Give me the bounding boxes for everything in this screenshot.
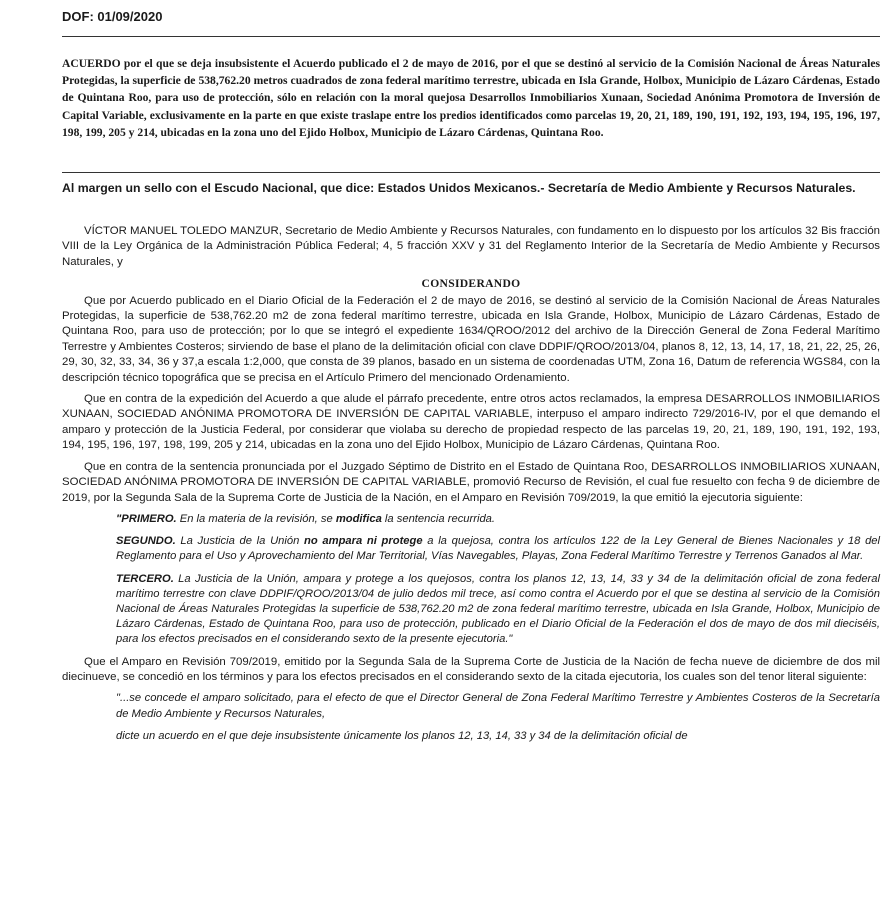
resolutivo-tercero: [62, 572, 880, 648]
document-body: [62, 224, 880, 744]
primero-bold: modifica: [335, 512, 382, 525]
primero-label: "PRIMERO.: [116, 512, 177, 525]
margin-note: Al margen un sello con el Escudo Nacional, que dice: Estados Unidos Mexicanos.- Secretaría de Medio Ambiente y Recursos Naturales.: [62, 181, 856, 195]
quote-efectos: "...se concede el amparo solicitado, para el efecto de que el Director General de Zona Federal Marítimo Terrestre y Ambientes Costeros de la Secretaría de Medio Ambiente y Recursos Naturales,: [116, 692, 880, 720]
considerando-heading: CONSIDERANDO: [421, 277, 521, 291]
quote-continuation: dicte un acuerdo en el que deje insubsistente únicamente los planos 12, 13, 14, 33 y 34 de la delimitación oficial de: [116, 729, 688, 742]
primero-text-b: la sentencia recurrida.: [381, 512, 496, 525]
resolutivo-primero: [62, 512, 880, 527]
resolutivo-segundo: [62, 534, 880, 564]
paragraph-2: Que en contra de la expedición del Acuerdo a que alude el párrafo precedente, entre otros actos reclamados, la empresa DESARROLLOS INMOBILIARIOS XUNAAN, SOCIEDAD ANÓNIMA PROMOTORA DE INVERSIÓN DE CAPITAL VARIABLE, interpuso el amparo indirecto 729/2016-IV, por el que demando el amparo y protección de la Justicia Federal, por considerar que violaba su derecho de propiedad respecto de las parcelas 19, 20, 21, 189, 190, 191, 192, 193, 194, 195, 196, 197, 198, 199, 205 y 214, ubicadas en la zona uno del Ejido Holbox, Municipio de Lázaro Cárdenas, Quintana Roo.: [62, 393, 880, 452]
top-rule: [62, 36, 880, 37]
segundo-text-b: a la quejosa, contra los artículos 122 de la Ley General de Bienes Nacionales y 18 del Reglamento para el Uso y Aprovechamiento del Mar Territorial, Vías Navegables, Playas, Zona Federal Marítimo Terrestre y Terrenos Ganados al Mar.: [116, 535, 881, 563]
segundo-label: SEGUNDO.: [116, 535, 176, 548]
document-title: ACUERDO por el que se deja insubsistente el Acuerdo publicado el 2 de mayo de 2016, por el que se destinó al servicio de la Comisión Nacional de Áreas Naturales Protegidas, la superficie de 538,762.20 metros cuadrados de zona federal marítimo terrestre, ubicada en Isla Grande, Holbox, Municipio de Lázaro Cárdenas, Estado de Quintana Roo, para uso de protección, sólo en relación con la moral quejosa Desarrollos Inmobiliarios Xunaan, Sociedad Anónima Promotora de Inversión de Capital Variable, exclusivamente en la parte en que existe traslape entre los predios identificados como parcelas 19, 20, 21, 189, 190, 191, 192, 193, 194, 195, 196, 197, 198, 199, 205 y 214, ubicadas en la zona uno del Ejido Holbox, Municipio de Lázaro Cárdenas, Quintana Roo.: [62, 57, 880, 139]
paragraph-4: Que el Amparo en Revisión 709/2019, emitido por la Segunda Sala de la Suprema Corte de Justicia de la Nación de fecha nueve de diciembre de dos mil diecinueve, se concedió en los términos y para los efectos precisados en el considerando sexto de la citada ejecutoria, los cuales son del tenor literal siguiente:: [62, 655, 880, 683]
intro-paragraph: VÍCTOR MANUEL TOLEDO MANZUR, Secretario de Medio Ambiente y Recursos Naturales, con fundamento en lo dispuesto por los artículos 32 Bis fracción VIII de la Ley Orgánica de la Administración Pública Federal; 4, 5 fracción XXV y 31 del Reglamento Interior de la Secretaría de Medio Ambiente y Recursos Naturales, y: [62, 225, 880, 268]
primero-text-a: En la materia de la revisión, se: [176, 512, 336, 525]
paragraph-3: Que en contra de la sentencia pronunciada por el Juzgado Séptimo de Distrito en el Estado de Quintana Roo, DESARROLLOS INMOBILIARIOS XUNAAN, SOCIEDAD ANÓNIMA PROMOTORA DE INVERSIÓN DE CAPITAL VARIABLE, promovió Recurso de Revisión, el cual fue resuelto con fecha 9 de diciembre de 2019, por la Segunda Sala de la Suprema Corte de Justicia de la Nación, en el Amparo en Revisión 709/2019, la que emitió la ejecutoria siguiente:: [62, 460, 880, 504]
tercero-text: La Justicia de la Unión, ampara y protege a los quejosos, contra los planos 12, 13, 14, 33 y 34 de la delimitación oficial de zona federal marítimo terrestre con clave DDPIF/QROO/2013/04 de julio dedos mil trece, así como contra el Acuerdo por el que se destina al servicio de la Comisión Nacional de Áreas Naturales Protegidas la superficie de 538,762.20 m2 de zona federal marítimo terrestre, ubicada en Isla Grande, Holbox, Municipio de Lázaro Cárdenas, Estado de Quintana Roo, para uso de protección, publicado en el Diario Oficial de la Federación el dos de mayo de dos mil dieciséis, para los efectos precisados en el considerando sexto de la presente ejecutoria.": [116, 572, 880, 646]
paragraph-1: Que por Acuerdo publicado en el Diario Oficial de la Federación el 2 de mayo de 2016, se destinó al servicio de la Comisión Nacional de Áreas Naturales Protegidas, la superficie de 538,762.20 m2 de zona federal marítimo terrestre, ubicada en Isla Grande, Holbox, Municipio de Lázaro Cárdenas, Estado de Quintana Roo, para uso de protección; por lo que se integró el expediente 1634/QROO/2012 del archivo de la Dirección General de Zona Federal Marítimo Terrestre y Ambientes Costeros; sirviendo de base el plano de la delimitación oficial con clave DDPIF/QROO/2013/04, planos 8, 12, 13, 14, 17, 18, 21, 22, 25, 26, 29, 30, 32, 33, 34, 36 y 37,a escala 1:2,000, que consta de 39 planos, basado en un sistema de coordenadas UTM, Zona 16, Datum de referencia WGS84, con la descripción técnico topográfica que se precisa en el Artículo Primero del mencionado Ordenamiento.: [62, 294, 880, 384]
dof-date: DOF: 01/09/2020: [62, 9, 163, 24]
title-rule: [62, 172, 880, 173]
segundo-bold: no ampara ni protege: [304, 535, 423, 548]
segundo-text-a: La Justicia de la Unión: [175, 535, 305, 548]
tercero-label: TERCERO.: [116, 572, 174, 585]
